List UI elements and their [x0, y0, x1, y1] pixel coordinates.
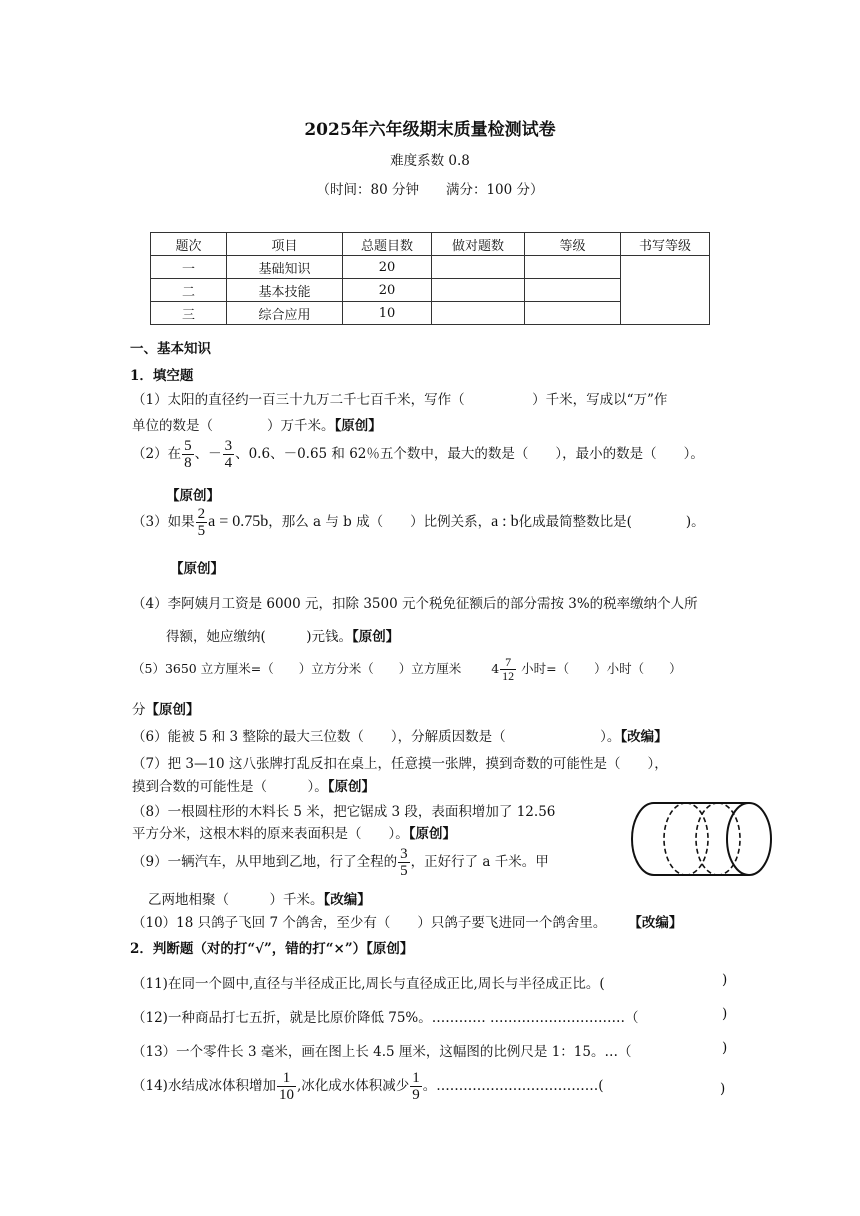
- question-text: （14)水结成冰体积增加: [132, 1078, 276, 1094]
- question-text: 乙两地相聚（ ）千米。: [148, 892, 324, 908]
- question-text: ，那么 a 与 b 成（ ）比例关系，: [268, 514, 492, 530]
- original-tag: 【原创】: [166, 488, 220, 504]
- question-text: 摸到合数的可能性是（ ）。: [132, 779, 328, 795]
- table-cell: 20: [343, 279, 432, 302]
- equation: a = 0.75b: [208, 513, 269, 530]
- table-cell: 一: [151, 256, 227, 279]
- answer-bracket-close: ): [722, 972, 728, 988]
- question-text: 小时=（ ）小时（ ）: [521, 661, 682, 676]
- question-6: [132, 725, 668, 745]
- adapted-tag: 【改编】: [323, 892, 371, 908]
- table-cell-empty: [432, 302, 525, 325]
- table-cell: 10: [343, 302, 432, 325]
- question-text: （6）能被 5 和 3 整除的最大三位数（ ），分解质因数是（ ）。: [132, 729, 621, 745]
- denominator: 4: [224, 455, 233, 471]
- table-cell: 综合应用: [227, 302, 343, 325]
- adapted-tag: 【改编】: [628, 915, 683, 931]
- numerator: 3: [400, 846, 408, 862]
- question-8-line-1: （8）一根圆柱形的木料长 5 米，把它锯成 3 段，表面积增加了 12.56: [132, 804, 556, 820]
- denominator: 5: [197, 523, 206, 539]
- question-text: （10）18 只鸽子飞回 7 个鸽舍，至少有（ ）只鸽子要飞进同一个鸽舍里。: [132, 915, 607, 931]
- judge-question-12: （12)一种商品打七五折，就是比原价降低 75%。………… …………………………（: [132, 1010, 639, 1026]
- original-tag: 【原创】: [327, 779, 375, 795]
- table-cell: 20: [343, 256, 432, 279]
- question-8-line-2: [132, 822, 456, 842]
- page-title: 2025年六年级期末质量检测试卷: [304, 120, 556, 140]
- table-header: 做对题数: [432, 233, 525, 256]
- table-cell: 三: [151, 302, 227, 325]
- question-1-line-2: [132, 414, 382, 434]
- fraction: [223, 438, 235, 471]
- question-text: 、0.6、－0.65 和 62％五个数中，最大的数是（ ），最小的数是（ ）。: [235, 446, 704, 462]
- question-7-line-2: [132, 775, 375, 795]
- original-tag: 【原创】: [334, 418, 382, 434]
- question-text: 得额，她应缴纳( )元钱。: [166, 629, 353, 645]
- table-header: 项目: [227, 233, 343, 256]
- numerator: 3: [224, 438, 233, 454]
- fraction: [196, 506, 208, 539]
- table-header: 书写等级: [621, 233, 710, 256]
- table-header: 题次: [151, 233, 227, 256]
- mixed-whole: 4: [491, 661, 500, 676]
- question-text: 化成最简整数比是( )。: [518, 514, 705, 530]
- table-cell-empty: [525, 302, 621, 325]
- question-1-line-1: （1）太阳的直径约一百三十九万二千七百千米，写作（ ）千米，写成以“万”作: [132, 392, 668, 408]
- fraction: [398, 846, 410, 879]
- original-tag: 【原创】: [408, 826, 456, 842]
- denominator: 8: [184, 455, 192, 471]
- table-cell: 二: [151, 279, 227, 302]
- fraction: [182, 438, 194, 471]
- answer-bracket-close: ): [722, 1040, 728, 1056]
- original-tag: 【原创】: [145, 702, 200, 718]
- numerator: 1: [277, 1070, 296, 1087]
- table-row: [151, 256, 710, 279]
- question-text: 单位的数是（ ）万千米。: [132, 418, 335, 434]
- table-cell-empty: [432, 279, 525, 302]
- judge-question-13: （13）一个零件长 3 毫米，画在图上长 4.5 厘米，这幅图的比例尺是 1：15。…（: [132, 1044, 632, 1060]
- score-table: [150, 232, 710, 325]
- question-text: ，正好行了 a 千米。甲: [410, 854, 549, 870]
- question-4-line-2: [166, 625, 399, 645]
- difficulty-line: 难度系数 0.8: [390, 153, 470, 169]
- question-text: 、－: [194, 446, 222, 462]
- question-text: 平方分米，这根木料的原来表面积是（ ）。: [132, 826, 409, 842]
- table-cell: 基本技能: [227, 279, 343, 302]
- question-5-line-2: [132, 698, 200, 718]
- section-heading: 一、基本知识: [130, 341, 211, 357]
- denominator: 10: [278, 1087, 294, 1103]
- time-info: （时间：80 分钟 满分：100 分）: [316, 182, 544, 198]
- question-9-line-1: [132, 846, 549, 879]
- subsection-heading: 2．判断题（对的打“√”，错的打“×”）【原创】: [130, 941, 414, 957]
- question-text: （5）3650 立方厘米=（ ）立方分米（ ）立方厘米: [132, 661, 462, 676]
- table-cell-empty: [525, 279, 621, 302]
- judge-question-11: （11)在同一个圆中,直径与半径成正比,周长与直径成正比,周长与半径成正比。(: [132, 976, 605, 992]
- answer-bracket-close: ): [720, 1081, 726, 1097]
- question-text: （2）在: [132, 446, 182, 462]
- adapted-tag: 【改编】: [620, 729, 668, 745]
- fraction: [277, 1070, 296, 1103]
- question-text: 分: [132, 702, 146, 718]
- table-header-row: [151, 233, 710, 256]
- question-text: ,冰化成水体积减少: [296, 1078, 410, 1094]
- denominator: 12: [502, 669, 515, 683]
- judge-question-14: [132, 1070, 604, 1103]
- question-5: [132, 656, 682, 683]
- table-cell-empty: [432, 256, 525, 279]
- subsection-heading: 1．填空题: [130, 368, 194, 384]
- ratio: a : b: [491, 513, 519, 530]
- denominator: 5: [400, 863, 408, 879]
- table-cell: 基础知识: [227, 256, 343, 279]
- original-tag: 【原创】: [352, 629, 400, 645]
- question-9-line-2: [148, 888, 371, 908]
- original-tag: 【原创】: [170, 561, 224, 577]
- question-7-line-1: （7）把 3—10 这八张牌打乱反扣在桌上，任意摸一张牌，摸到奇数的可能性是（ ），: [132, 756, 668, 772]
- numerator: 7: [500, 656, 516, 670]
- fraction: [500, 656, 516, 683]
- question-text: 。………………………………(: [422, 1078, 604, 1094]
- question-text: （9）一辆汽车，从甲地到乙地，行了全程的: [132, 854, 398, 870]
- fraction: [410, 1070, 422, 1103]
- answer-bracket-close: ): [722, 1006, 728, 1022]
- table-cell-empty: [525, 256, 621, 279]
- numerator: 1: [412, 1070, 420, 1086]
- question-10: [132, 911, 682, 931]
- table-header: 等级: [525, 233, 621, 256]
- table-header: 总题目数: [343, 233, 432, 256]
- question-text: （3）如果: [132, 514, 195, 530]
- denominator: 9: [412, 1087, 420, 1103]
- question-3: [132, 506, 705, 539]
- question-2: [132, 438, 704, 471]
- numerator: 2: [197, 506, 206, 522]
- numerator: 5: [184, 438, 192, 454]
- cylinder-figure-icon: [628, 798, 778, 880]
- question-4-line-1: （4）李阿姨月工资是 6000 元，扣除 3500 元个税免征额后的部分需按 3%的税率缴纳个人所: [132, 596, 698, 612]
- writing-grade-cell: [621, 256, 710, 325]
